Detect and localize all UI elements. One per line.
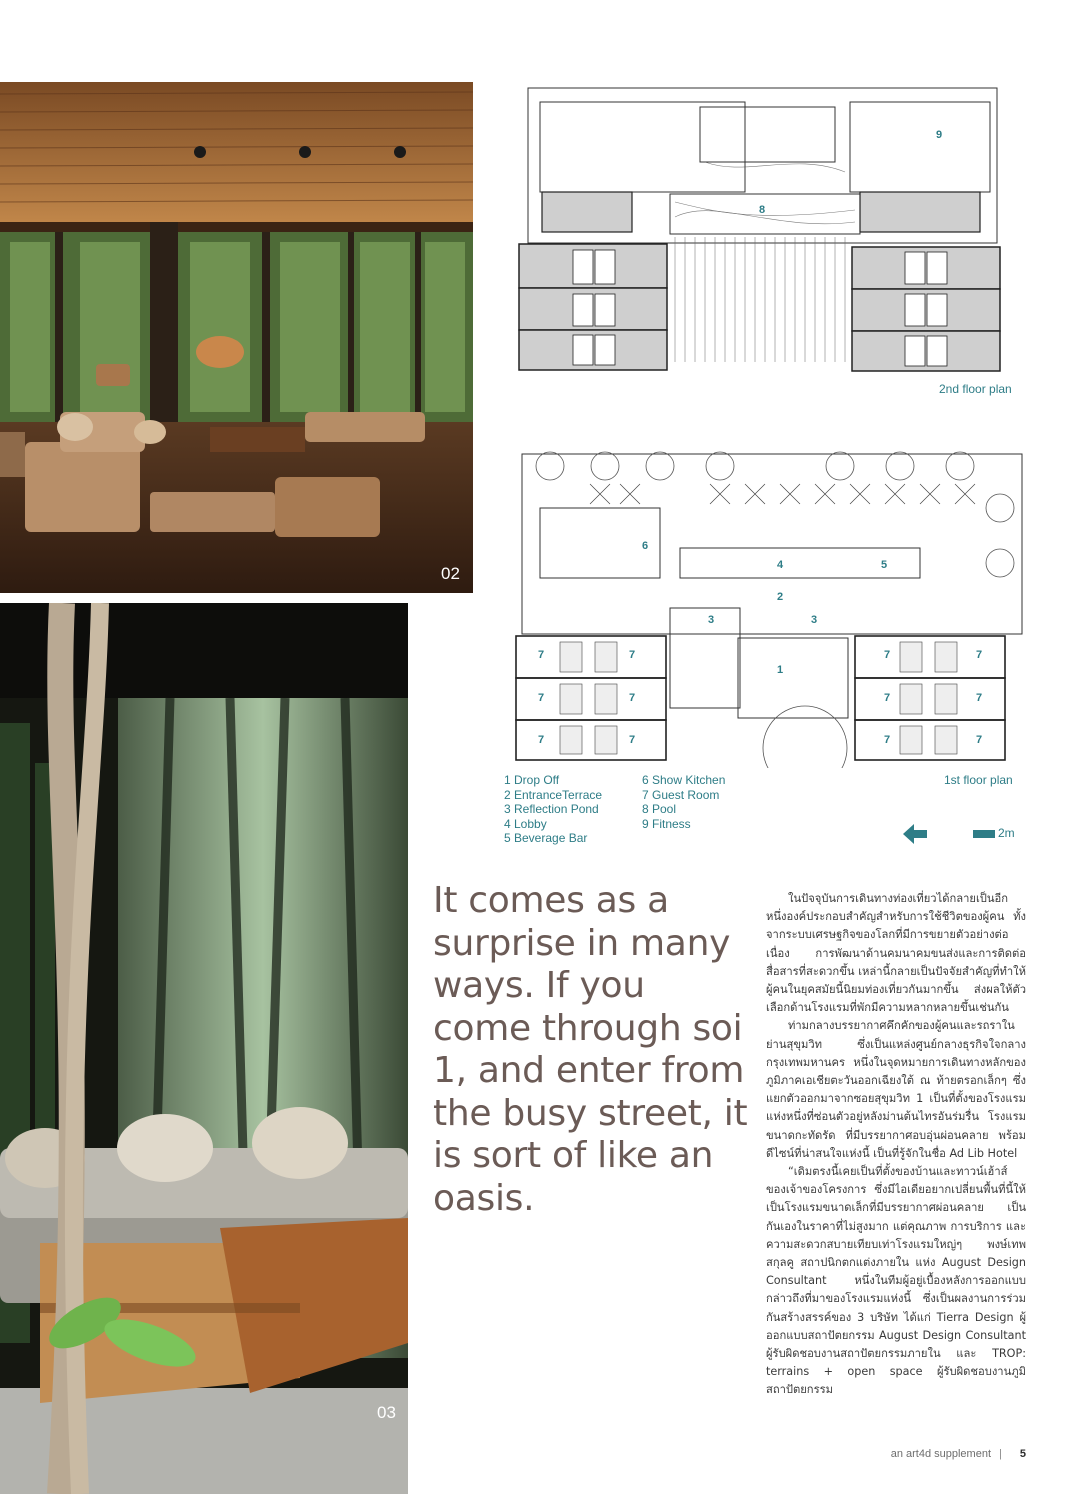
plan-number: 7 xyxy=(629,734,636,746)
outdoor-photo-image xyxy=(0,603,408,1494)
page-footer xyxy=(891,1448,1026,1460)
photo-number: 02 xyxy=(441,564,460,583)
body-paragraph: ท่ามกลางบรรยากาศคึกคักของผู้คนและรถราในย่านสุขุมวิท ซึ่งเป็นแหล่งศูนย์กลางธุรกิจใจกลางกรุงเทพมหานคร หนึ่งในจุดหมายการเดินทางหลักของภูมิภาคเอเชียตะวันออกเฉียงใต้ ณ ท้ายตรอกเล็กๆ ซึ่งแยกตัวออกมาจากซอยสุขุมวิท 1 เป็นที่ตั้งของโรงแรมแห่งหนึ่งที่ซ่อนตัวอยู่หลังม่านต้นไทรอันร่มรื่น โรงแรมขนาดกะทัดรัด ที่มีบรรยากาศอบอุ่นผ่อนคลาย พร้อมดีไซน์ที่น่าสนใจแห่งนี้ เป็นที่รู้จักในชื่อ Ad Lib Hotel xyxy=(766,1019,1026,1160)
plan-number: 3 xyxy=(708,614,715,626)
legend-item: 1 Drop Off xyxy=(504,773,560,787)
plan-number: 7 xyxy=(629,649,636,661)
pull-quote: It comes as a surprise in many ways. If you come through soi 1, and enter from the busy street, it is sort of like an oasis. xyxy=(433,880,748,1219)
plan-number: 7 xyxy=(538,734,545,746)
legend-item: 4 Lobby xyxy=(504,816,547,831)
plan-number: 7 xyxy=(976,649,983,661)
plan-number: 5 xyxy=(881,559,888,571)
plan-number: 6 xyxy=(642,540,649,552)
plan-number: 7 xyxy=(884,649,891,661)
arrow-left-icon xyxy=(903,824,927,844)
publication-name: an art4d supplement xyxy=(890,1448,992,1460)
plan-number: 7 xyxy=(538,692,545,704)
plan-legend-right xyxy=(642,773,725,831)
legend-item: 5 Beverage Bar xyxy=(504,831,588,845)
page-number: 5 xyxy=(1019,1448,1026,1460)
second-floor-plan-drawing xyxy=(515,82,1005,382)
plan-number: 7 xyxy=(884,734,891,746)
legend-item: 3 Reflection Pond xyxy=(504,802,599,816)
first-floor-plan-drawing xyxy=(510,448,1030,768)
lobby-photo xyxy=(0,82,473,593)
plan-number: 1 xyxy=(777,664,784,676)
plan-number: 7 xyxy=(976,734,983,746)
plan-number: 4 xyxy=(777,559,784,571)
plan-number: 7 xyxy=(976,692,983,704)
scale-bar xyxy=(973,830,995,838)
plan-number: 3 xyxy=(811,614,818,626)
plan-number: 8 xyxy=(759,204,766,216)
legend-item: 7 Guest Room xyxy=(642,787,720,802)
plan-legend-left xyxy=(504,773,602,846)
first-floor-plan-label: 1st floor plan xyxy=(944,773,1013,787)
outdoor-photo xyxy=(0,603,408,1494)
plan-number: 2 xyxy=(777,591,784,603)
lobby-photo-image xyxy=(0,82,473,593)
legend-item: 2 EntranceTerrace xyxy=(504,787,603,802)
plan-number: 7 xyxy=(884,692,891,704)
article-body xyxy=(766,890,1026,1400)
second-floor-plan xyxy=(515,82,1005,382)
body-paragraph: ในปัจจุบันการเดินทางท่องเที่ยวได้กลายเป็นอีกหนึ่งองค์ประกอบสำคัญสำหรับการใช้ชีวิตของผู้คน ทั้งจากระบบเศรษฐกิจของโลกที่มีการขยายตัวอย่างต่อเนื่อง การพัฒนาด้านคมนาคมขนส่งและการติดต่อสื่อสารที่สะดวกขึ้น เหล่านี้กลายเป็นปัจจัยสำคัญที่ทำให้ผู้คนในยุคสมัยนี้นิยมท่องเที่ยวกันมากขึ้น ส่งผลให้ตัวเลือกด้านโรงแรมที่พักมีความหลากหลายขึ้นเช่นกัน xyxy=(766,892,1026,1015)
plan-number: 9 xyxy=(936,129,943,141)
body-paragraph: “เดิมตรงนี้เคยเป็นที่ตั้งของบ้านและทาวน์เฮ้าส์ของเจ้าของโครงการ ซึ่งมีไอเดียอยากเปลี่ยนพื้นที่นี้ให้เป็นโรงแรมขนาดเล็กที่มีบรรยากาศผ่อนคลาย เป็นกันเองในราคาที่ไม่สูงมาก แต่คุณภาพ การบริการ และความสะดวกสบายเทียบเท่าโรงแรมใหญ่ๆ พงษ์เทพ สกุลคู สถาปนิกตกแต่งภายใน แห่ง August Design Consultant หนึ่งในทีมผู้อยู่เบื้องหลังการออกแบบ กล่าวถึงที่มาของโรงแรมแห่งนี้ ซึ่งเป็นผลงานการร่วมกันสร้างสรรค์ของ 3 บริษัท ได้แก่ Tierra Design ผู้ออกแบบสถาปัตยกรรม August Design Consultant ผู้รับผิดชอบงานสถาปัตยกรรมภายใน และ TROP: terrains + open space ผู้รับผิดชอบงานภูมิสถาปัตยกรรม xyxy=(766,1165,1026,1397)
footer-separator: | xyxy=(999,1448,1002,1460)
legend-item: 9 Fitness xyxy=(642,816,691,831)
plan-number: 7 xyxy=(629,692,636,704)
plan-number: 7 xyxy=(538,649,545,661)
scale-label: 2m xyxy=(998,826,1015,840)
legend-item: 8 Pool xyxy=(642,802,677,816)
second-floor-plan-label: 2nd floor plan xyxy=(939,382,1012,396)
first-floor-plan xyxy=(510,448,1030,768)
photo-number: 03 xyxy=(377,1403,396,1422)
legend-item: 6 Show Kitchen xyxy=(642,773,726,787)
